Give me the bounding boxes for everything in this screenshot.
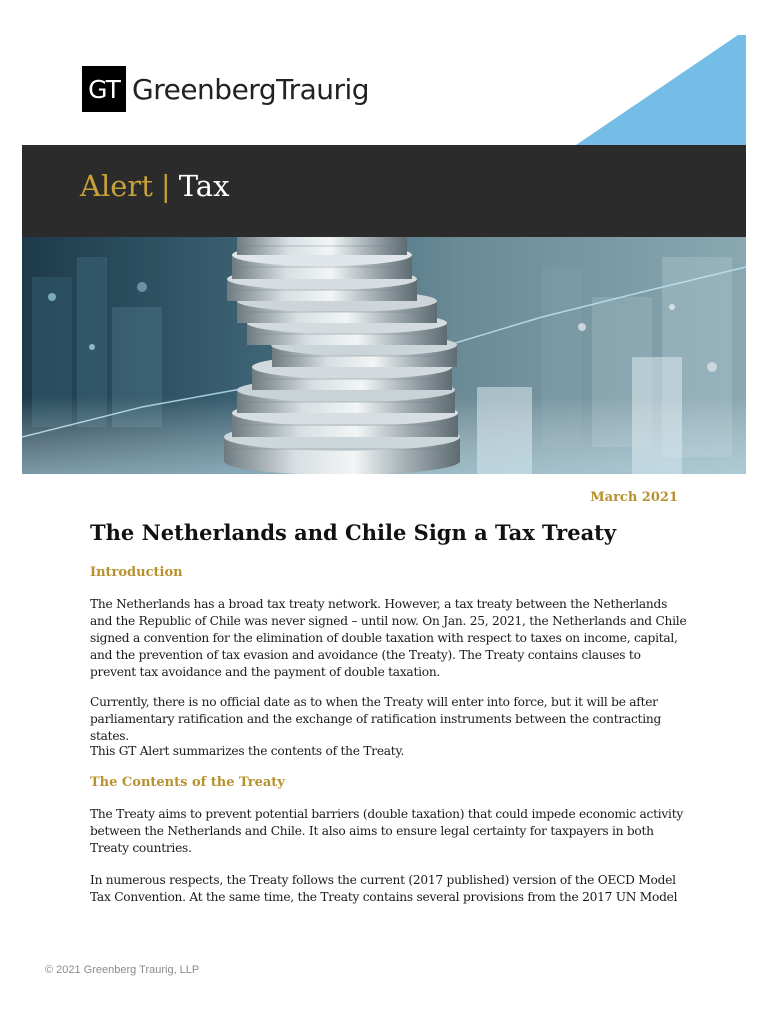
contents-paragraph-2: In numerous respects, the Treaty follows the current (2017 published) version of the OECD Model Tax Convention. At the same time, the Treaty contains several provisions from the 2017 UN Model bbox=[90, 873, 678, 904]
gt-logo-name: GreenbergTraurig bbox=[132, 72, 370, 106]
alert-label: Alert bbox=[80, 169, 153, 203]
coin-stack-image bbox=[22, 237, 746, 474]
gt-logo-mark: GT bbox=[82, 66, 126, 112]
article-title: The Netherlands and Chile Sign a Tax Treaty bbox=[90, 520, 617, 545]
publication-date: March 2021 bbox=[590, 490, 678, 505]
hero-image bbox=[22, 237, 746, 474]
section-heading-introduction: Introduction bbox=[90, 565, 183, 580]
intro-paragraph-2: Currently, there is no official date as to when the Treaty will enter into force, but it will be after parliamentary ratification and the exchange of ratification instruments between the contracting states. bbox=[90, 695, 661, 743]
contents-paragraph-1: The Treaty aims to prevent potential barriers (double taxation) that could impede economic activity between the Netherlands and Chile. It also aims to ensure legal certainty for taxpayers in both Treaty countries. bbox=[90, 807, 683, 855]
header-notch bbox=[0, 0, 768, 240]
copyright-footer: © 2021 Greenberg Traurig, LLP bbox=[45, 964, 200, 976]
section-heading-contents: The Contents of the Treaty bbox=[90, 775, 285, 790]
intro-paragraph-3: This GT Alert summarizes the contents of the Treaty. bbox=[90, 744, 405, 758]
alert-topic: Tax bbox=[178, 169, 230, 203]
title-separator: | bbox=[160, 169, 171, 203]
intro-paragraph-1: The Netherlands has a broad tax treaty network. However, a tax treaty between the Netherlands and the Republic of Chile was never signed – until now. On Jan. 25, 2021, the Netherlands and Chile signed a convention for the elimination of double taxation with respect to taxes on income, capital, and the prevention of tax evasion and avoidance (the Treaty). The Treaty contains clauses to prevent tax avoidance and the payment of double taxation. bbox=[90, 597, 687, 679]
